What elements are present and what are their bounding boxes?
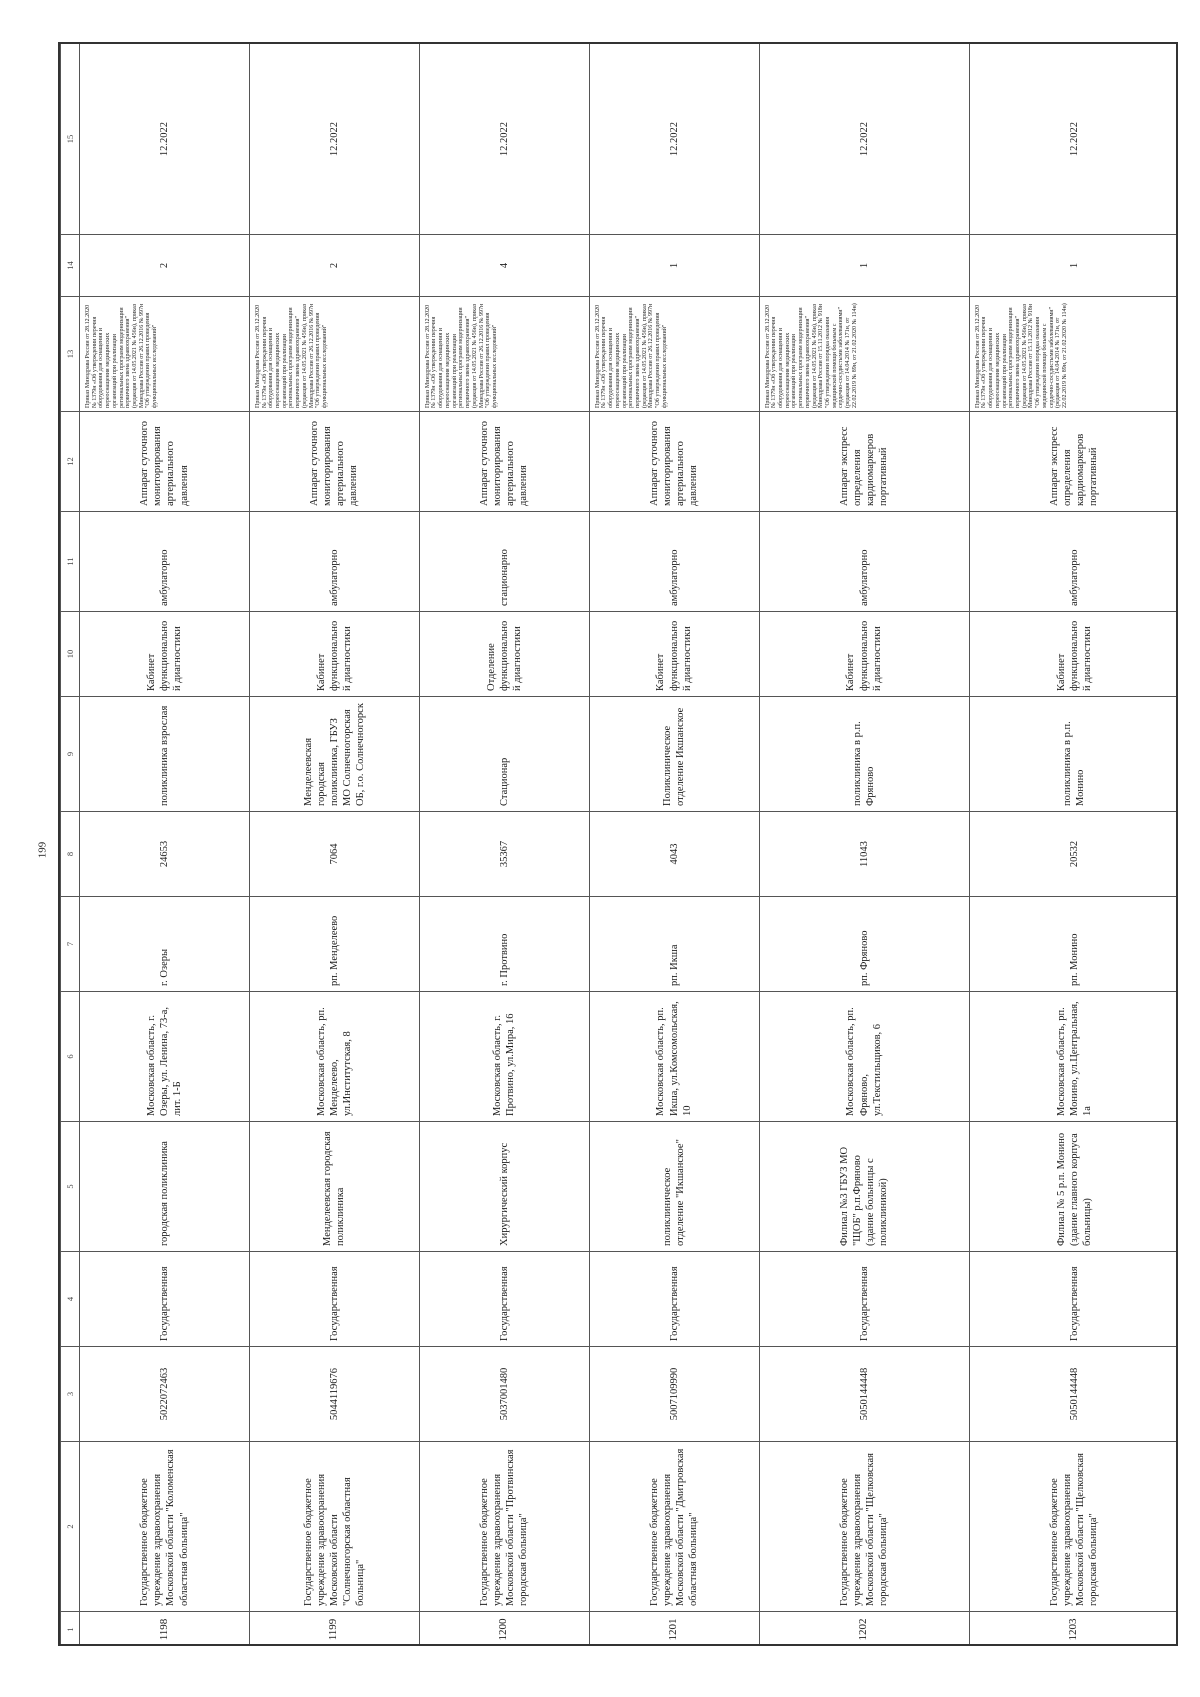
row-number-cell: 1202 <box>759 1612 969 1647</box>
legal-basis-cell: Приказ Минздрава России от 28.12.2020 № 1379н «Об утверждении перечня оборудования для оснащения и переоснащения медицинских организаций при реализации региональных программ модернизации первичного звена здравоохранения"(редакция от 14.05.2021 № 456н), приказ Минздрава России от 26.12.2016 № 997н "Об утверждении правил проведения функциональных исследований" <box>589 297 759 412</box>
column-number-7: 7 <box>61 897 80 992</box>
legal-basis-cell: Приказ Минздрава России от 28.12.2020 № 1379н «Об утверждении перечня оборудования для оснащения и переоснащения медицинских организаций при реализации региональных программ модернизации первичного звена здравоохранения"(редакция от 14.05.2021 № 456н), приказ Минздрава России от 15.11.2012 № 918н "Об утверждении порядка оказания медицинской помощи больным с сердечно-сосудистыми заболеваниями" (редакция от 14.04.2014 № 171н, от 22.02.2019 № 89н, от 21.02.2020 № 114н) <box>759 297 969 412</box>
locality-cell: рп. Фряново <box>759 897 969 992</box>
subdivision-cell: Менделеевская городская поликлиника, ГБУЗ МО Солнечногорская ОБ, г.о. Солнечногорск <box>249 697 419 812</box>
ownership-form-cell: Государственная <box>589 1252 759 1347</box>
row-number-cell: 1200 <box>419 1612 589 1647</box>
equipment-name-cell: Аппарат экспресс определения кардиомаркеров портативный <box>759 412 969 512</box>
equipment-name-cell: Аппарат суточного мониторирования артериального давления <box>589 412 759 512</box>
table-row <box>249 44 419 1647</box>
row-number-cell: 1201 <box>589 1612 759 1647</box>
population-cell: 4043 <box>589 812 759 897</box>
equipment-name-cell: Аппарат суточного мониторирования артериального давления <box>419 412 589 512</box>
ownership-form-cell: Государственная <box>419 1252 589 1347</box>
column-number-6: 6 <box>61 992 80 1122</box>
deadline-cell: 12.2022 <box>419 44 589 235</box>
unit-name-cell: Кабинет функциональной диагностики <box>759 612 969 697</box>
building-name-cell: Хирургический корпус <box>419 1122 589 1252</box>
equipment-name-cell: Аппарат суточного мониторирования артериального давления <box>80 412 250 512</box>
address-cell: Московская область, рп. Монино, ул.Центральная, 1а <box>969 992 1178 1122</box>
subdivision-cell: поликлиника в р.п. Монино <box>969 697 1178 812</box>
subdivision-cell: Стационар <box>419 697 589 812</box>
legal-basis-cell: Приказ Минздрава России от 28.12.2020 № 1379н «Об утверждении перечня оборудования для оснащения и переоснащения медицинских организаций при реализации региональных программ модернизации первичного звена здравоохранения"(редакция от 14.05.2021 № 456н), приказ Минздрава России от 15.11.2012 № 918н "Об утверждении порядка оказания медицинской помощи больным с сердечно-сосудистыми заболеваниями" (редакция от 14.04.2014 № 171н, от 22.02.2019 № 89н, от 21.02.2020 № 114н) <box>969 297 1178 412</box>
care-form-cell: амбулаторно <box>759 512 969 612</box>
equipment-name-cell: Аппарат экспресс определения кардиомаркеров портативный <box>969 412 1178 512</box>
care-form-cell: амбулаторно <box>969 512 1178 612</box>
legal-basis-cell: Приказ Минздрава России от 28.12.2020 № 1379н «Об утверждении перечня оборудования для оснащения и переоснащения медицинских организаций при реализации региональных программ модернизации первичного звена здравоохранения"(редакция от 14.05.2021 № 456н), приказ Минздрава России от 26.12.2016 № 997н "Об утверждении правил проведения функциональных исследований" <box>249 297 419 412</box>
subdivision-cell: поликлиника взрослая <box>80 697 250 812</box>
building-name-cell: Филиал №3 ГБУЗ МО "ЩОБ" р.п.Фряново (здание больницы с поликлиникой) <box>759 1122 969 1252</box>
column-number-row <box>61 44 80 1647</box>
address-cell: Московская область, рп. Фряново, ул.Текстильщиков, 6 <box>759 992 969 1122</box>
row-number-cell: 1199 <box>249 1612 419 1647</box>
population-cell: 7064 <box>249 812 419 897</box>
quantity-cell: 1 <box>759 235 969 297</box>
subdivision-cell: поликлиника в р.п. Фряново <box>759 697 969 812</box>
row-number-cell: 1198 <box>80 1612 250 1647</box>
column-number-4: 4 <box>61 1252 80 1347</box>
column-number-15: 15 <box>61 44 80 235</box>
ownership-form-cell: Государственная <box>759 1252 969 1347</box>
organization-name-cell: Государственное бюджетное учреждение здравоохранения Московской области "Щелковская городская больница" <box>969 1442 1178 1612</box>
care-form-cell: амбулаторно <box>589 512 759 612</box>
column-number-10: 10 <box>61 612 80 697</box>
population-cell: 35367 <box>419 812 589 897</box>
page-number: 199 <box>36 841 48 859</box>
organization-name-cell: Государственное бюджетное учреждение здравоохранения Московской области "Солнечногорская областная больница" <box>249 1442 419 1612</box>
building-name-cell: поликлиническое отделение "Икшанское" <box>589 1122 759 1252</box>
legal-basis-cell: Приказ Минздрава России от 28.12.2020 № 1379н «Об утверждении перечня оборудования для оснащения и переоснащения медицинских организаций при реализации региональных программ модернизации первичного звена здравоохранения"(редакция от 14.05.2021 № 456н), приказ Минздрава России от 26.12.2016 № 997н "Об утверждении правил проведения функциональных исследований" <box>419 297 589 412</box>
deadline-cell: 12.2022 <box>759 44 969 235</box>
organization-name-cell: Государственное бюджетное учреждение здравоохранения Московской области "Коломенская областная больница" <box>80 1442 250 1612</box>
table-frame <box>58 42 1178 1646</box>
table-row <box>419 44 589 1647</box>
column-number-5: 5 <box>61 1122 80 1252</box>
organization-name-cell: Государственное бюджетное учреждение здравоохранения Московской области "Протвинская городская больница" <box>419 1442 589 1612</box>
building-name-cell: городская поликлиника <box>80 1122 250 1252</box>
equipment-name-cell: Аппарат суточного мониторирования артериального давления <box>249 412 419 512</box>
column-number-14: 14 <box>61 235 80 297</box>
building-name-cell: Филиал № 5 р.п. Монино (здание главного корпуса больницы) <box>969 1122 1178 1252</box>
table-row <box>969 44 1178 1647</box>
ownership-form-cell: Государственная <box>249 1252 419 1347</box>
address-cell: Московская область, г. Озеры, ул. Ленина, 73-а, лит. 1-Б <box>80 992 250 1122</box>
building-name-cell: Менделеевская городская поликлиника <box>249 1122 419 1252</box>
quantity-cell: 2 <box>249 235 419 297</box>
care-form-cell: амбулаторно <box>249 512 419 612</box>
population-cell: 11043 <box>759 812 969 897</box>
table-row <box>759 44 969 1647</box>
table-row <box>589 44 759 1647</box>
locality-cell: рп. Монино <box>969 897 1178 992</box>
population-cell: 24653 <box>80 812 250 897</box>
locality-cell: г. Протвино <box>419 897 589 992</box>
locality-cell: рп. Икша <box>589 897 759 992</box>
care-form-cell: амбулаторно <box>80 512 250 612</box>
unit-name-cell: Кабинет функциональной диагностики <box>589 612 759 697</box>
organization-name-cell: Государственное бюджетное учреждение здравоохранения Московской области "Дмитровская областная больница" <box>589 1442 759 1612</box>
unit-name-cell: Кабинет функциональной диагностики <box>249 612 419 697</box>
inn-number-cell: 5050144448 <box>759 1347 969 1442</box>
unit-name-cell: Отделение функциональной диагностики <box>419 612 589 697</box>
ownership-form-cell: Государственная <box>80 1252 250 1347</box>
subdivision-cell: Поликлиническое отделение Икшанское <box>589 697 759 812</box>
address-cell: Московская область, г. Протвино, ул.Мира, 16 <box>419 992 589 1122</box>
rotated-table-container <box>60 44 1178 1646</box>
quantity-cell: 2 <box>80 235 250 297</box>
unit-name-cell: Кабинет функциональной диагностики <box>80 612 250 697</box>
organization-name-cell: Государственное бюджетное учреждение здравоохранения Московской области "Щелковская городская больница" <box>759 1442 969 1612</box>
population-cell: 20532 <box>969 812 1178 897</box>
locality-cell: г. Озеры <box>80 897 250 992</box>
quantity-cell: 4 <box>419 235 589 297</box>
ownership-form-cell: Государственная <box>969 1252 1178 1347</box>
column-number-3: 3 <box>61 1347 80 1442</box>
quantity-cell: 1 <box>589 235 759 297</box>
unit-name-cell: Кабинет функциональной диагностики <box>969 612 1178 697</box>
row-number-cell: 1203 <box>969 1612 1178 1647</box>
deadline-cell: 12.2022 <box>969 44 1178 235</box>
legal-basis-cell: Приказ Минздрава России от 28.12.2020 № 1379н «Об утверждении перечня оборудования для оснащения и переоснащения медицинских организаций при реализации региональных программ модернизации первичного звена здравоохранения"(редакция от 14.05.2021 № 456н), приказ Минздрава России от 26.12.2016 № 997н "Об утверждении правил проведения функциональных исследований" <box>80 297 250 412</box>
quantity-cell: 1 <box>969 235 1178 297</box>
column-number-1: 1 <box>61 1612 80 1647</box>
column-number-13: 13 <box>61 297 80 412</box>
deadline-cell: 12.2022 <box>589 44 759 235</box>
locality-cell: рп. Менделеево <box>249 897 419 992</box>
column-number-9: 9 <box>61 697 80 812</box>
inn-number-cell: 5007109990 <box>589 1347 759 1442</box>
column-number-11: 11 <box>61 512 80 612</box>
inn-number-cell: 5044119676 <box>249 1347 419 1442</box>
column-number-12: 12 <box>61 412 80 512</box>
address-cell: Московская область, рп. Менделеево, ул.Институтская, 8 <box>249 992 419 1122</box>
equipment-table <box>60 43 1178 1646</box>
column-number-2: 2 <box>61 1442 80 1612</box>
table-row <box>80 44 250 1647</box>
address-cell: Московская область, рп. Икша, ул.Комсомольская, 10 <box>589 992 759 1122</box>
inn-number-cell: 5037001480 <box>419 1347 589 1442</box>
care-form-cell: стационарно <box>419 512 589 612</box>
inn-number-cell: 5022072463 <box>80 1347 250 1442</box>
deadline-cell: 12.2022 <box>249 44 419 235</box>
inn-number-cell: 5050144448 <box>969 1347 1178 1442</box>
deadline-cell: 12.2022 <box>80 44 250 235</box>
column-number-8: 8 <box>61 812 80 897</box>
